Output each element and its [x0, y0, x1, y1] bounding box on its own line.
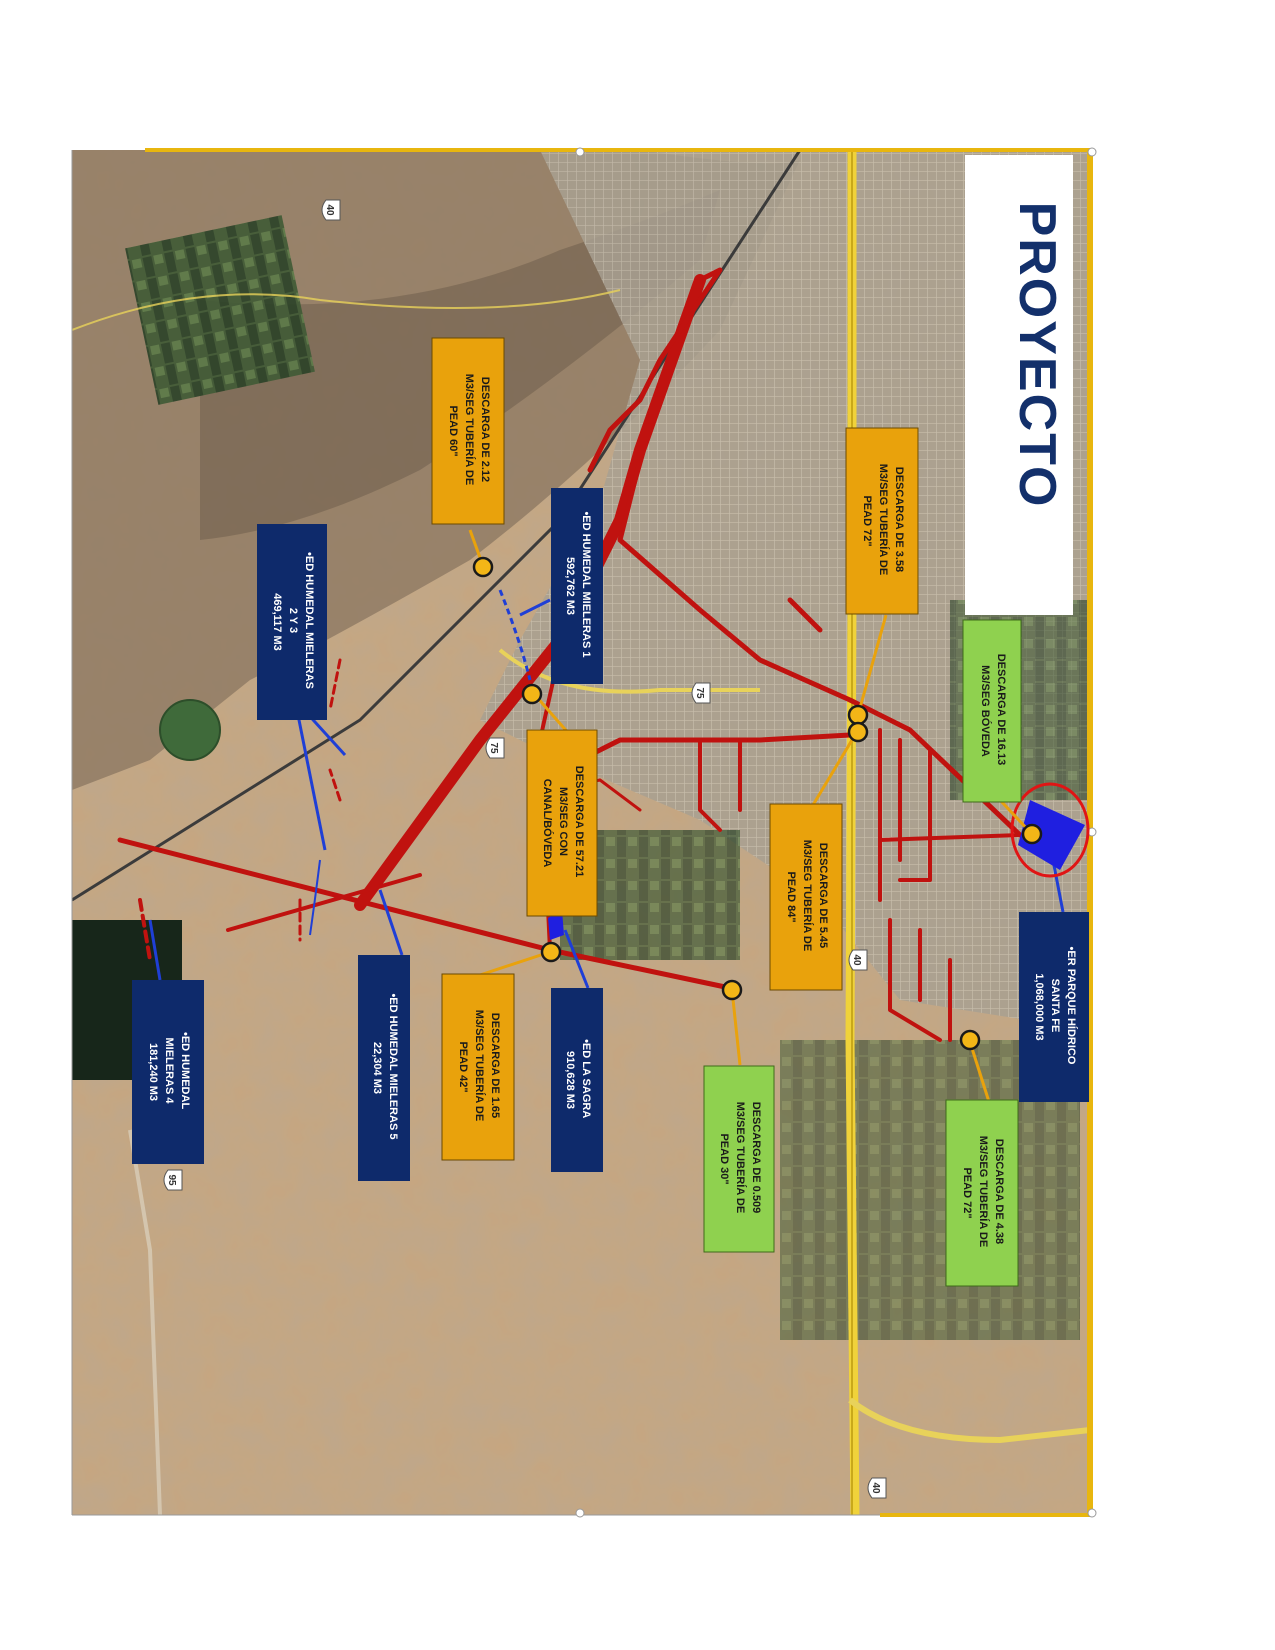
discharge-point: [723, 981, 741, 999]
page-title: PROYECTO: [1008, 201, 1066, 509]
discharge-point: [474, 558, 492, 576]
highway-shield-icon: [868, 1478, 886, 1498]
svg-text:•ED HUMEDAL MIELERAS 2 Y: •ED HUMEDAL MIELERAS 2 Y 3 469,117 M3: [271, 552, 315, 689]
svg-text:•ED LA SAGRA 910,628 M3: •ED LA SAGRA 910,628 M3: [564, 1039, 592, 1118]
svg-text:DESCARGA DE 2.12 M3/SEG: DESCARGA DE 2.12 M3/SEG TUBERÍA DE PEAD 60": [447, 373, 491, 486]
svg-text:95: 95: [166, 1174, 177, 1186]
label-descarga-3-58: [846, 428, 918, 614]
label-ed-mieleras-1: [551, 488, 603, 684]
highway-shield-icon: [486, 738, 504, 758]
svg-text:75: 75: [488, 742, 499, 754]
svg-text:•ED HUMEDAL MIELERAS 1 5: •ED HUMEDAL MIELERAS 1 592,762 M3: [564, 511, 592, 658]
svg-text:•ED HUMEDAL MIELERAS 5 2: •ED HUMEDAL MIELERAS 5 22,304 M3: [371, 993, 399, 1140]
svg-text:DESCARGA DE 1.65 M3/SEG: DESCARGA DE 1.65 M3/SEG TUBERÍA DE PEAD 42": [457, 1009, 501, 1122]
label-descarga-16-13: [963, 620, 1021, 802]
svg-text:DESCARGA DE 0.509 M3/SEG: DESCARGA DE 0.509 M3/SEG TUBERÍA DE PEAD 30": [718, 1101, 762, 1214]
label-ed-mieleras-2-3: [257, 524, 327, 720]
label-ed-la-sagra: [551, 988, 603, 1172]
label-descarga-57-21: [527, 730, 597, 916]
svg-text:DESCARGA DE 4.38 M3/SEG: DESCARGA DE 4.38 M3/SEG TUBERÍA DE PEAD 72": [961, 1135, 1005, 1248]
highway-shield-icon: [692, 683, 710, 703]
label-er-parque-hidrico: [1019, 912, 1089, 1102]
svg-text:DESCARGA DE 5.45 M3/SEG: DESCARGA DE 5.45 M3/SEG TUBERÍA DE PEAD 84": [785, 839, 829, 952]
highway-shield-icon: [849, 950, 867, 970]
discharge-point: [961, 1031, 979, 1049]
label-ed-mieleras-5: [358, 955, 410, 1181]
label-descarga-2-12: [432, 338, 504, 524]
title-panel: [965, 155, 1073, 615]
highway-shield-icon: [322, 200, 340, 220]
discharge-point: [849, 723, 867, 741]
label-ed-mieleras-4: [132, 980, 204, 1164]
agricultural-fields: [125, 215, 315, 405]
discharge-point: [1023, 825, 1041, 843]
svg-text:•ER PARQUE HÍDRICO SANTA: •ER PARQUE HÍDRICO SANTA FE 1,068,000 M3: [1033, 946, 1077, 1065]
svg-text:40: 40: [851, 954, 862, 966]
svg-text:DESCARGA DE 3.58 M3/SEG: DESCARGA DE 3.58 M3/SEG TUBERÍA DE PEAD 72": [861, 463, 905, 576]
label-descarga-0-509: [704, 1066, 774, 1252]
label-descarga-4-38: [946, 1100, 1018, 1286]
svg-text:DESCARGA DE 57.21 M3/SEG: DESCARGA DE 57.21 M3/SEG CON CANAL/BÓVEDA: [541, 765, 585, 878]
highway-shield-icon: [164, 1170, 182, 1190]
discharge-point: [523, 685, 541, 703]
discharge-point: [849, 706, 867, 724]
svg-text:DESCARGA DE 16.13 M3/SEG: DESCARGA DE 16.13 M3/SEG BÓVEDA: [979, 653, 1007, 766]
label-descarga-1-65: [442, 974, 514, 1160]
discharge-point: [542, 943, 560, 961]
svg-text:40: 40: [870, 1482, 881, 1494]
svg-text:75: 75: [694, 687, 705, 699]
svg-text:•ED HUMEDAL MIELERAS 4: •ED HUMEDAL MIELERAS 4 181,240 M3: [147, 1031, 191, 1109]
label-descarga-5-45: [770, 804, 842, 990]
svg-text:40: 40: [324, 204, 335, 216]
